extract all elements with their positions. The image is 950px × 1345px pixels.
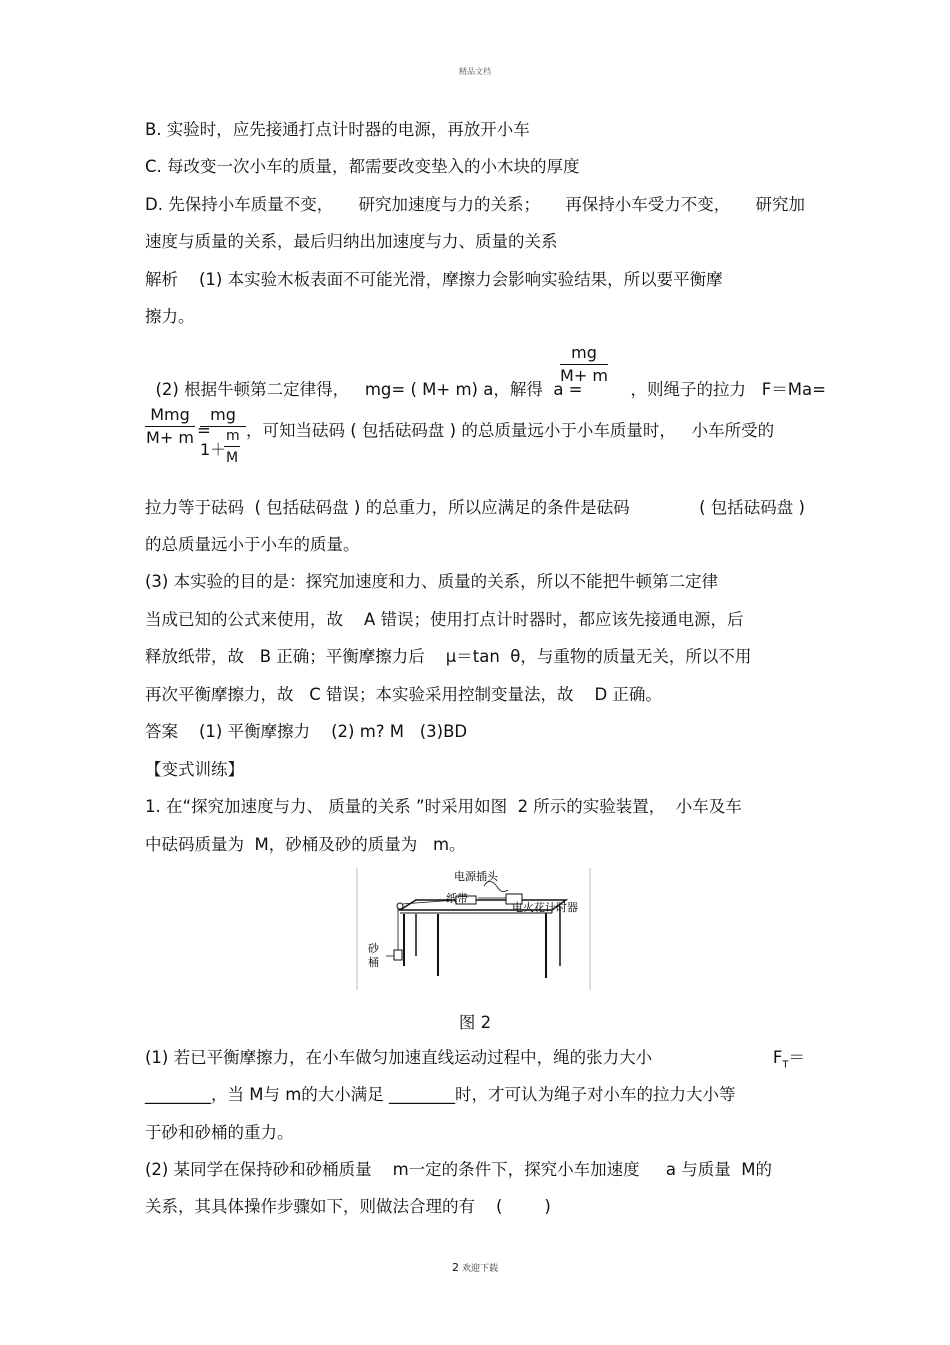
- analysis-2-text-a: (2) 根据牛顿第二定律得， mg= ( M+ m) a，解得 a =: [155, 380, 583, 399]
- footer-text: 欢迎下载: [461, 1264, 498, 1274]
- fraction-compound: [200, 405, 246, 472]
- question-1-1-text: (1) 若已平衡摩擦力，在小车做匀加速直线运动过程中，绳的张力大小: [145, 1048, 653, 1067]
- option-d-cont: 速度与质量的关系，最后归纳出加速度与力、质量的关系: [145, 232, 558, 251]
- fraction-compound-den-a: 1＋: [200, 440, 227, 459]
- analysis-3-line4: 再次平衡摩擦力，故 C 错误；本实验采用控制变量法，故 D 正确。: [145, 685, 662, 704]
- analysis-3-line2: 当成已知的公式来使用，故 A 错误；使用打点计时器时，都应该先接通电源，后: [145, 610, 744, 629]
- equals-sign: =: [197, 421, 211, 440]
- analysis-2-line3-a: 拉力等于砝码 ( 包括砝码盘 ) 的总重力，所以应满足的条件是砝码: [145, 498, 630, 517]
- tension-symbol: F: [772, 1048, 783, 1067]
- fraction-a-num: mg: [571, 343, 597, 362]
- page-number: 2: [451, 1261, 459, 1274]
- fraction-compound-den-den: M: [226, 450, 239, 466]
- analysis-3: (3) 本实验的目的是：探究加速度和力、质量的关系，所以不能把牛顿第二定律: [145, 572, 719, 591]
- analysis-1-cont: 擦力。: [145, 307, 195, 326]
- question-1-2-cont: 关系，其具体操作步骤如下，则做法合理的有 ( ): [145, 1197, 551, 1216]
- option-b: B. 实验时，应先接通打点计时器的电源，再放开小车: [145, 120, 530, 139]
- tension-equals: ＝: [788, 1048, 805, 1067]
- fraction-mmg-den: M+ m: [146, 428, 194, 447]
- analysis-2-cont: ，可知当砝码 ( 包括砝码盘 ) 的总质量远小于小车质量时， 小车所受的: [246, 421, 775, 440]
- figure-label-bucket-1: 砂: [368, 942, 379, 955]
- apparatus-figure: [356, 866, 592, 990]
- tension-subscript: T: [782, 1059, 789, 1071]
- page-footer: [0, 1261, 950, 1274]
- page-header: 精品文档: [459, 67, 491, 76]
- fraction-mmg-num: Mmg: [150, 405, 190, 424]
- fraction-compound-num: mg: [210, 405, 236, 424]
- fraction-a-den: M+ m: [560, 366, 608, 385]
- analysis-1: 解析 (1) 本实验木板表面不可能光滑，摩擦力会影响实验结果，所以要平衡摩: [145, 270, 723, 289]
- figure-label-bucket-2: 桶: [368, 956, 379, 969]
- analysis-3-line3: 释放纸带，故 B 正确；平衡摩擦力后 μ＝tan θ，与重物的质量无关，所以不用: [145, 647, 752, 666]
- option-d: [145, 194, 805, 216]
- analysis-2-line3-b: ( 包括砝码盘 ): [699, 498, 805, 517]
- fraction-mmg: [145, 405, 195, 448]
- variant-heading: 【变式训练】: [145, 760, 244, 779]
- analysis-2-text-b: ，则绳子的拉力 F＝Ma=: [630, 380, 826, 399]
- analysis-2-line: [145, 357, 826, 401]
- option-d-part2: 研究加速度与力的关系；: [358, 195, 540, 214]
- question-1-1-cont: ________，当 M与 m的大小满足 ________时，才可认为绳子对小车的拉力大小等: [145, 1085, 736, 1104]
- question-1-1-cont2: 于砂和砂桶的重力。: [145, 1123, 294, 1142]
- analysis-2-line4: 的总质量远小于小车的质量。: [145, 535, 360, 554]
- fraction-a: [560, 343, 608, 386]
- figure-label-timer: 电火花计时器: [512, 901, 578, 914]
- question-1-1: [145, 1047, 805, 1076]
- question-1-cont: 中砝码质量为 M，砂桶及砂的质量为 m。: [145, 835, 466, 854]
- figure-label-tape: 纸带: [446, 892, 468, 905]
- option-c: C. 每改变一次小车的质量，都需要改变垫入的小木块的厚度: [145, 157, 580, 176]
- answer: 答案 (1) 平衡摩擦力 (2) m? M (3)BD: [145, 722, 468, 741]
- question-1-2: (2) 某同学在保持砂和砂桶质量 m一定的条件下，探究小车加速度 a 与质量 M的: [145, 1160, 772, 1179]
- figure-label-power-plug: 电源插头: [454, 870, 498, 883]
- option-d-part1: D. 先保持小车质量不变，: [145, 195, 334, 214]
- question-1: 1. 在“探究加速度与力、 质量的关系 ”时采用如图 2 所示的实验装置， 小车及车: [145, 797, 742, 816]
- figure-caption: 图 2: [458, 1013, 492, 1032]
- option-d-part3: 再保持小车受力不变，: [565, 195, 731, 214]
- option-d-part4: 研究加: [755, 195, 805, 214]
- fraction-compound-den-num: m: [226, 428, 240, 444]
- analysis-2-line3: [145, 497, 805, 519]
